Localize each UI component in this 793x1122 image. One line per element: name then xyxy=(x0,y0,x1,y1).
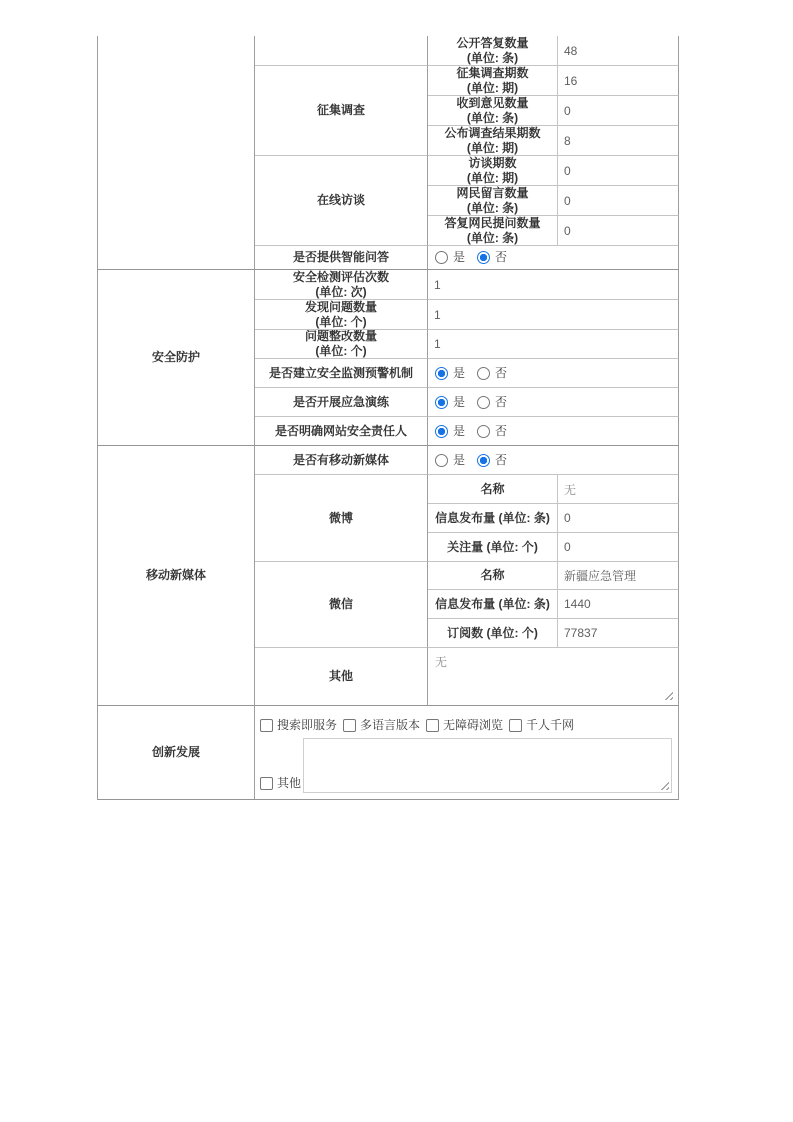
survey-row-1-label: 收到意见数量 xyxy=(456,96,529,110)
radio-yes-checked[interactable] xyxy=(435,425,448,438)
smart-qa-label: 是否提供智能问答 xyxy=(292,250,389,264)
weibo-name-value: 无 xyxy=(564,482,577,497)
security-metric-label-cell xyxy=(255,330,428,359)
security-bool-2-radio-cell xyxy=(428,417,679,446)
security-bool-2-label: 是否明确网站安全责任人 xyxy=(274,423,407,438)
security-metric-1-value-input[interactable] xyxy=(428,300,679,330)
security-metric-0-value: 1 xyxy=(434,277,441,292)
radio-no-unchecked[interactable] xyxy=(477,396,490,409)
wechat-subs-input[interactable] xyxy=(558,619,679,648)
open-reply-unit: (单位: 条) xyxy=(466,50,519,65)
subcategory-cell-survey xyxy=(255,66,428,156)
mobile-other-value: 无 xyxy=(435,655,448,669)
radio-yes-label: 是 xyxy=(453,394,466,409)
security-bool-2-radio-group xyxy=(435,425,519,438)
mobile-other-label: 其他 xyxy=(328,669,353,683)
open-reply-label: 公开答复数量 xyxy=(456,36,529,50)
wechat-row-label-cell xyxy=(428,562,558,590)
innovation-section-label: 创新发展 xyxy=(151,745,200,759)
category-cell-empty xyxy=(98,36,255,270)
weibo-posts-input[interactable] xyxy=(558,504,679,533)
radio-no-label: 否 xyxy=(495,250,508,264)
security-bool-label-cell xyxy=(255,388,428,417)
security-bool-1-label: 是否开展应急演练 xyxy=(292,394,389,409)
radio-no-label: 否 xyxy=(495,423,508,438)
radio-no-checked[interactable] xyxy=(477,251,490,264)
wechat-name-input[interactable] xyxy=(558,562,679,590)
interview-row-2-label: 答复网民提问数量 xyxy=(444,216,541,230)
security-bool-1-radio-group xyxy=(435,396,519,409)
innovation-options-row xyxy=(260,713,672,737)
other-option-label: 其他 xyxy=(277,776,302,790)
wechat-row-label-cell xyxy=(428,619,558,648)
metric-label-cell xyxy=(428,66,558,96)
has-mobile-label-cell xyxy=(255,446,428,475)
smart-qa-label-cell xyxy=(255,246,428,270)
category-cell-security xyxy=(98,270,255,446)
radio-yes-unchecked[interactable] xyxy=(435,251,448,264)
innovation-other-option xyxy=(260,777,301,790)
smart-qa-radio-cell xyxy=(428,246,679,270)
checkbox-search-as-service[interactable] xyxy=(260,719,273,732)
survey-row-2-value-input[interactable] xyxy=(558,126,679,156)
metric-label-cell xyxy=(428,96,558,126)
innovation-option xyxy=(260,719,337,732)
metric-label-cell xyxy=(428,186,558,216)
subcategory-cell-other xyxy=(255,648,428,706)
security-metric-2-unit: (单位: 个) xyxy=(315,344,367,358)
survey-row-1-value: 0 xyxy=(564,103,571,118)
checkbox-other[interactable] xyxy=(260,777,273,790)
category-cell-innovation xyxy=(98,706,255,800)
metric-label-cell xyxy=(428,36,558,66)
metric-label-cell xyxy=(428,156,558,186)
subcategory-cell-weibo xyxy=(255,475,428,562)
interview-row-1-label: 网民留言数量 xyxy=(456,186,529,200)
resize-grip-icon[interactable] xyxy=(664,691,673,700)
weibo-row-label-cell xyxy=(428,475,558,504)
mobile-media-section-label: 移动新媒体 xyxy=(145,568,206,582)
radio-no-label: 否 xyxy=(495,365,508,380)
interview-row-2-value: 0 xyxy=(564,223,571,238)
security-bool-0-radio-group xyxy=(435,367,519,380)
security-metric-0-unit: (单位: 次) xyxy=(315,284,367,299)
wechat-name-label: 名称 xyxy=(480,568,505,582)
subcategory-cell-empty xyxy=(255,36,428,66)
security-metric-2-label: 问题整改数量 xyxy=(304,330,377,343)
smart-qa-radio-group xyxy=(435,251,519,264)
survey-row-1-unit: (单位: 条) xyxy=(466,110,519,125)
innovation-other-row xyxy=(260,738,672,793)
survey-row-0-label: 征集调查期数 xyxy=(456,66,529,80)
checkbox-personalized[interactable] xyxy=(509,719,522,732)
security-metric-1-label: 发现问题数量 xyxy=(304,300,377,314)
annual-report-table xyxy=(97,36,678,800)
interview-row-1-unit: (单位: 条) xyxy=(466,200,519,215)
radio-yes-label: 是 xyxy=(453,250,466,264)
mobile-other-textarea-cell xyxy=(428,648,679,706)
radio-yes-label: 是 xyxy=(453,365,466,380)
mobile-other-textarea[interactable] xyxy=(428,648,678,705)
security-bool-0-radio-cell xyxy=(428,359,679,388)
has-mobile-label: 是否有移动新媒体 xyxy=(292,452,389,467)
security-metric-0-label: 安全检测评估次数 xyxy=(292,270,389,284)
survey-row-2-label: 公布调查结果期数 xyxy=(444,126,541,140)
wechat-posts-input[interactable] xyxy=(558,590,679,619)
interview-row-0-value: 0 xyxy=(564,163,571,178)
interview-label: 在线访谈 xyxy=(316,193,365,207)
innovation-option xyxy=(426,719,503,732)
category-cell-mobile-media xyxy=(98,446,255,706)
open-reply-value-input[interactable] xyxy=(558,36,679,66)
innovation-content-cell xyxy=(255,706,679,800)
radio-yes-label: 是 xyxy=(453,452,466,467)
survey-row-2-unit: (单位: 期) xyxy=(466,140,519,155)
radio-yes-label: 是 xyxy=(453,423,466,438)
survey-row-0-unit: (单位: 期) xyxy=(466,80,519,95)
weibo-followers-input[interactable] xyxy=(558,533,679,562)
option-label: 无障碍浏览 xyxy=(443,717,504,732)
radio-yes-checked[interactable] xyxy=(435,396,448,409)
innovation-option xyxy=(509,719,574,732)
weibo-label: 微博 xyxy=(328,510,353,525)
resize-grip-icon[interactable] xyxy=(660,781,669,790)
wechat-posts-label: 信息发布量 (单位: 条) xyxy=(435,596,550,611)
radio-no-unchecked[interactable] xyxy=(477,367,490,380)
wechat-subs-value: 77837 xyxy=(564,626,598,640)
security-metric-label-cell xyxy=(255,300,428,330)
interview-row-1-value: 0 xyxy=(564,193,571,208)
weibo-row-label-cell xyxy=(428,533,558,562)
innovation-other-textarea[interactable] xyxy=(303,738,672,793)
interview-row-1-value-input[interactable] xyxy=(558,186,679,216)
interview-row-0-unit: (单位: 期) xyxy=(466,170,519,185)
survey-row-1-value-input[interactable] xyxy=(558,96,679,126)
survey-row-2-value: 8 xyxy=(564,133,571,148)
subcategory-cell-interview xyxy=(255,156,428,246)
has-mobile-radio-cell xyxy=(428,446,679,475)
security-metric-1-unit: (单位: 个) xyxy=(315,314,367,329)
weibo-name-input[interactable] xyxy=(558,475,679,504)
interview-row-2-value-input[interactable] xyxy=(558,216,679,246)
weibo-name-label: 名称 xyxy=(480,481,505,496)
security-bool-1-radio-cell xyxy=(428,388,679,417)
security-metric-label-cell xyxy=(255,270,428,300)
has-mobile-radio-group xyxy=(435,454,519,467)
radio-no-label: 否 xyxy=(495,394,508,409)
security-metric-0-value-input[interactable] xyxy=(428,270,679,300)
wechat-subs-label: 订阅数 (单位: 个) xyxy=(447,625,538,640)
checkbox-accessibility[interactable] xyxy=(426,719,439,732)
option-label: 多语言版本 xyxy=(360,717,421,732)
security-bool-label-cell xyxy=(255,417,428,446)
weibo-posts-value: 0 xyxy=(564,511,571,525)
interview-row-2-unit: (单位: 条) xyxy=(466,230,519,245)
security-metric-2-value: 1 xyxy=(434,337,441,351)
interview-row-0-value-input[interactable] xyxy=(558,156,679,186)
radio-yes-checked[interactable] xyxy=(435,367,448,380)
open-reply-value: 48 xyxy=(564,43,578,58)
security-metric-1-value: 1 xyxy=(434,307,441,322)
survey-row-0-value-input[interactable] xyxy=(558,66,679,96)
checkbox-multilingual[interactable] xyxy=(343,719,356,732)
weibo-posts-label: 信息发布量 (单位: 条) xyxy=(435,510,550,525)
option-label: 千人千网 xyxy=(526,717,575,732)
wechat-label: 微信 xyxy=(328,597,353,611)
innovation-option xyxy=(343,719,420,732)
interview-row-0-label: 访谈期数 xyxy=(468,156,517,170)
metric-label-cell xyxy=(428,126,558,156)
radio-yes-unchecked[interactable] xyxy=(435,454,448,467)
radio-no-unchecked[interactable] xyxy=(477,425,490,438)
security-bool-label-cell xyxy=(255,359,428,388)
weibo-followers-value: 0 xyxy=(564,540,571,554)
metric-label-cell xyxy=(428,216,558,246)
wechat-row-label-cell xyxy=(428,590,558,619)
radio-no-checked[interactable] xyxy=(477,454,490,467)
security-section-label: 安全防护 xyxy=(151,350,200,364)
survey-label: 征集调查 xyxy=(316,103,365,117)
radio-no-label: 否 xyxy=(495,452,508,467)
subcategory-cell-wechat xyxy=(255,562,428,648)
security-bool-0-label: 是否建立安全监测预警机制 xyxy=(268,365,413,380)
wechat-posts-value: 1440 xyxy=(564,597,591,611)
weibo-row-label-cell xyxy=(428,504,558,533)
wechat-name-value: 新疆应急管理 xyxy=(564,569,637,583)
survey-row-0-value: 16 xyxy=(564,73,578,88)
security-metric-2-value-input[interactable] xyxy=(428,330,679,359)
weibo-followers-label: 关注量 (单位: 个) xyxy=(447,539,538,554)
option-label: 搜索即服务 xyxy=(277,717,338,732)
